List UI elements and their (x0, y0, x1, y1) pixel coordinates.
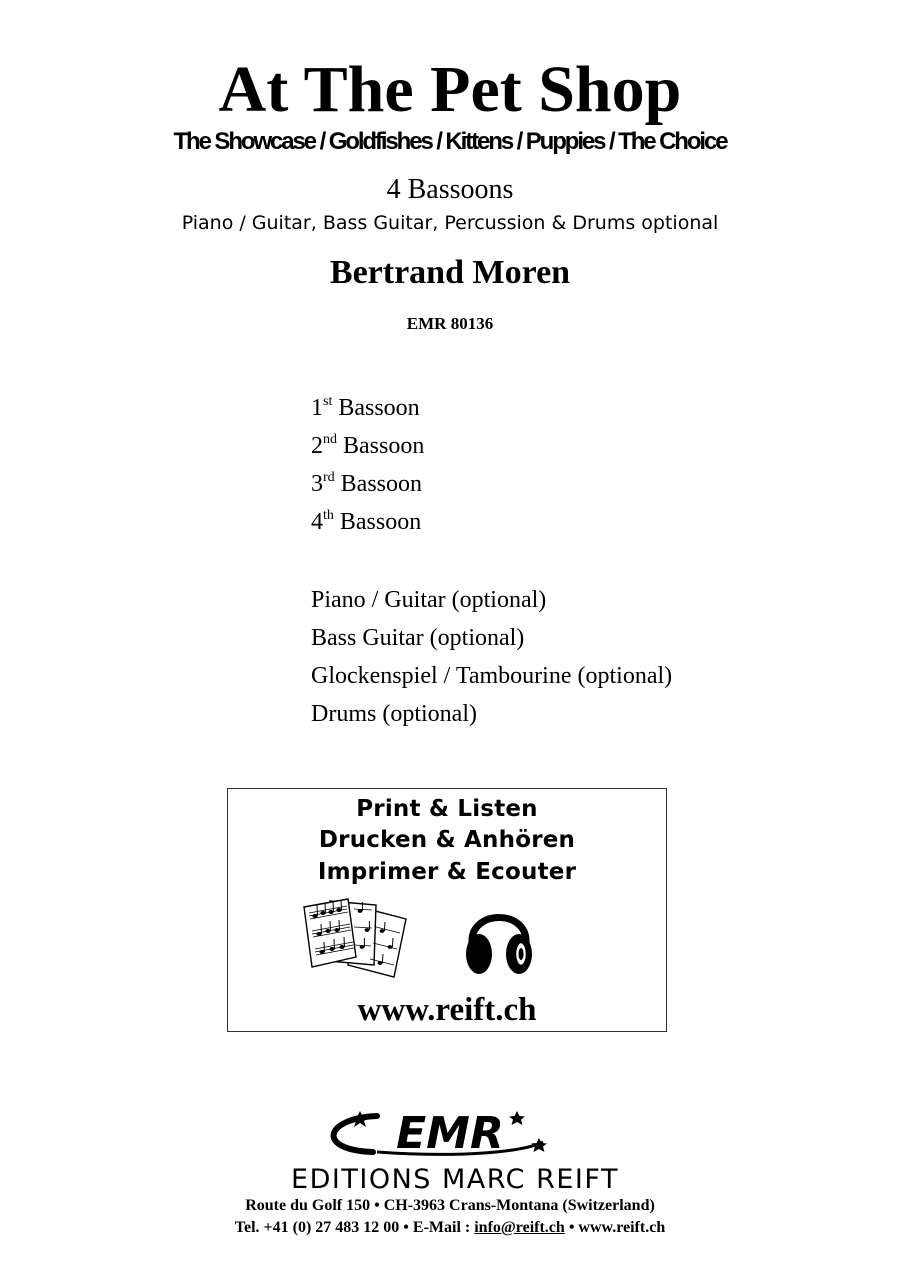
print-listen-box (227, 788, 667, 1032)
part-item: 4th Bassoon (311, 508, 422, 535)
optional-parts-list (311, 581, 672, 733)
optional-part-item: Bass Guitar (optional) (311, 625, 525, 651)
publisher-address: Route du Golf 150 • CH-3963 Crans-Montana (Switzerland) (245, 1197, 655, 1214)
headphones-icon (464, 899, 534, 977)
logo-brand-text: EMR (396, 1108, 504, 1159)
promo-line-de: Drucken & Anhören (318, 827, 576, 853)
optional-part-item: Glockenspiel / Tambourine (optional) (311, 663, 673, 689)
promo-line-en: Print & Listen (356, 796, 538, 822)
contact-phone: Tel. +41 (0) 27 483 12 00 • E-Mail : (234, 1219, 475, 1236)
part-item: 2nd Bassoon (311, 432, 425, 459)
optional-part-item: Drums (optional) (311, 701, 477, 727)
sheet-music-icon (300, 897, 412, 979)
parts-list (311, 389, 424, 541)
optional-instruments: Piano / Guitar, Bass Guitar, Percussion & Drums optional (181, 212, 719, 234)
part-item: 3rd Bassoon (311, 470, 423, 497)
publisher-contact (0, 1217, 900, 1239)
contact-web: • www.reift.ch (564, 1219, 666, 1236)
email-link[interactable]: info@reift.ch (474, 1219, 565, 1236)
scoring: 4 Bassoons (386, 174, 514, 205)
promo-line-fr: Imprimer & Ecouter (317, 859, 577, 885)
website-link[interactable]: www.reift.ch (357, 992, 537, 1028)
catalog-number: EMR 80136 (406, 314, 494, 333)
part-item: 1st Bassoon (311, 394, 420, 421)
publisher-name: EDITIONS MARC REIFT (291, 1164, 619, 1194)
page-title: At The Pet Shop (218, 53, 682, 126)
optional-part-item: Piano / Guitar (optional) (311, 587, 547, 613)
publisher-logo (255, 1108, 655, 1194)
movement-list: The Showcase / Goldfishes / Kittens / Puppies / The Choice (173, 128, 727, 155)
composer-name: Bertrand Moren (329, 254, 571, 291)
